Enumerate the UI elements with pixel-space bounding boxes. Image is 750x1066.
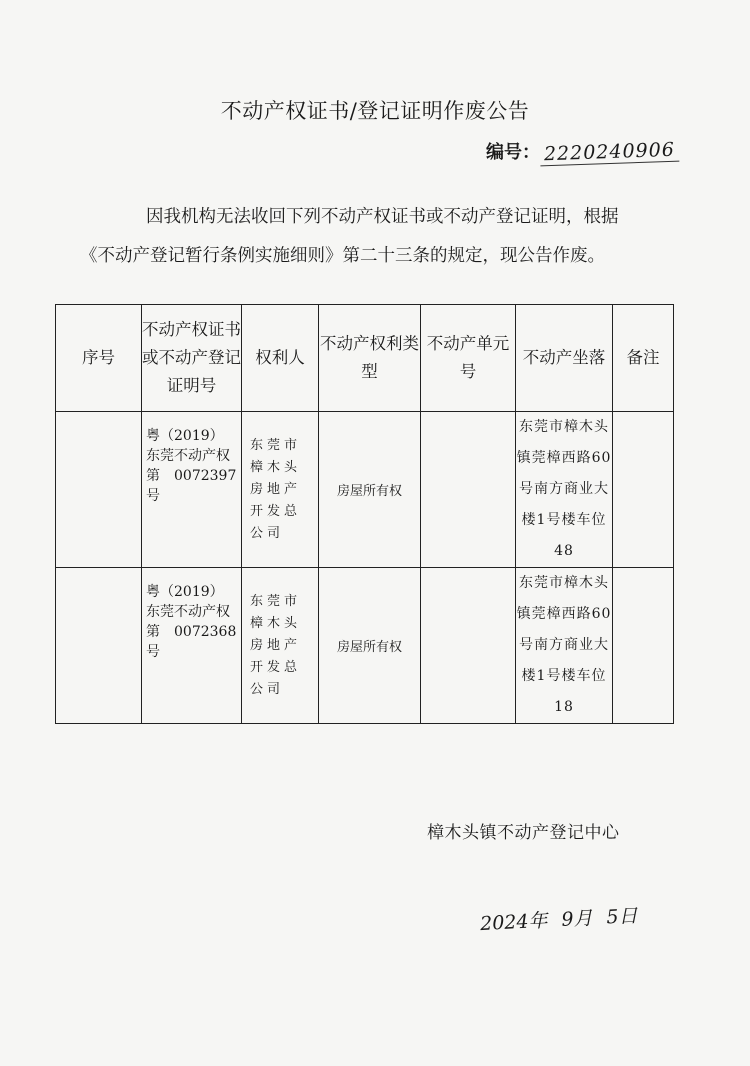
header-remark: 备注	[613, 305, 674, 412]
cell-location: 东莞市樟木头镇莞樟西路60号南方商业大楼1号楼车位48	[516, 412, 613, 568]
date-year: 2024年	[479, 909, 549, 936]
handwritten-date	[479, 901, 638, 936]
cell-unit	[421, 412, 516, 568]
cell-location: 东莞市樟木头镇莞樟西路60号南方商业大楼1号楼车位18	[516, 568, 613, 724]
cell-owner: 东莞市樟木头房地产开发总公司	[242, 412, 319, 568]
cell-remark	[613, 412, 674, 568]
cert-number: 粤（2019）东莞不动产权第 0072397号	[146, 428, 237, 504]
cert-number: 粤（2019）东莞不动产权第 0072368号	[146, 584, 237, 660]
handwritten-number: 2220240906	[540, 139, 680, 167]
issuer-name: 樟木头镇不动产登记中心	[427, 823, 620, 843]
table-row	[56, 412, 674, 568]
document-number	[486, 138, 679, 164]
table-row	[56, 568, 674, 724]
void-certificate-table	[55, 304, 674, 724]
cell-remark	[613, 568, 674, 724]
table-header-row	[56, 305, 674, 412]
header-location: 不动产坐落	[516, 305, 613, 412]
intro-paragraph	[80, 198, 680, 276]
cell-right-type: 房屋所有权	[319, 412, 421, 568]
cell-cert	[142, 568, 242, 724]
header-unit: 不动产单元号	[421, 305, 516, 412]
cell-cert	[142, 412, 242, 568]
cell-seq	[56, 568, 142, 724]
header-seq: 序号	[56, 305, 142, 412]
cell-seq	[56, 412, 142, 568]
intro-line-1: 因我机构无法收回下列不动产权证书或不动产登记证明，根据	[146, 207, 619, 227]
cell-right-type: 房屋所有权	[319, 568, 421, 724]
header-right-type: 不动产权利类型	[319, 305, 421, 412]
date-day: 5日	[605, 904, 639, 929]
document-title: 不动产权证书/登记证明作废公告	[220, 99, 530, 123]
number-label: 编号：	[486, 142, 540, 163]
cell-unit	[421, 568, 516, 724]
date-month: 9月	[560, 907, 594, 931]
intro-line-2: 《不动产登记暂行条例实施细则》第二十三条的规定，现公告作废。	[80, 246, 605, 266]
header-owner: 权利人	[242, 305, 319, 412]
cell-owner: 东莞市樟木头房地产开发总公司	[242, 568, 319, 724]
header-cert: 不动产权证书或不动产登记证明号	[142, 305, 242, 412]
